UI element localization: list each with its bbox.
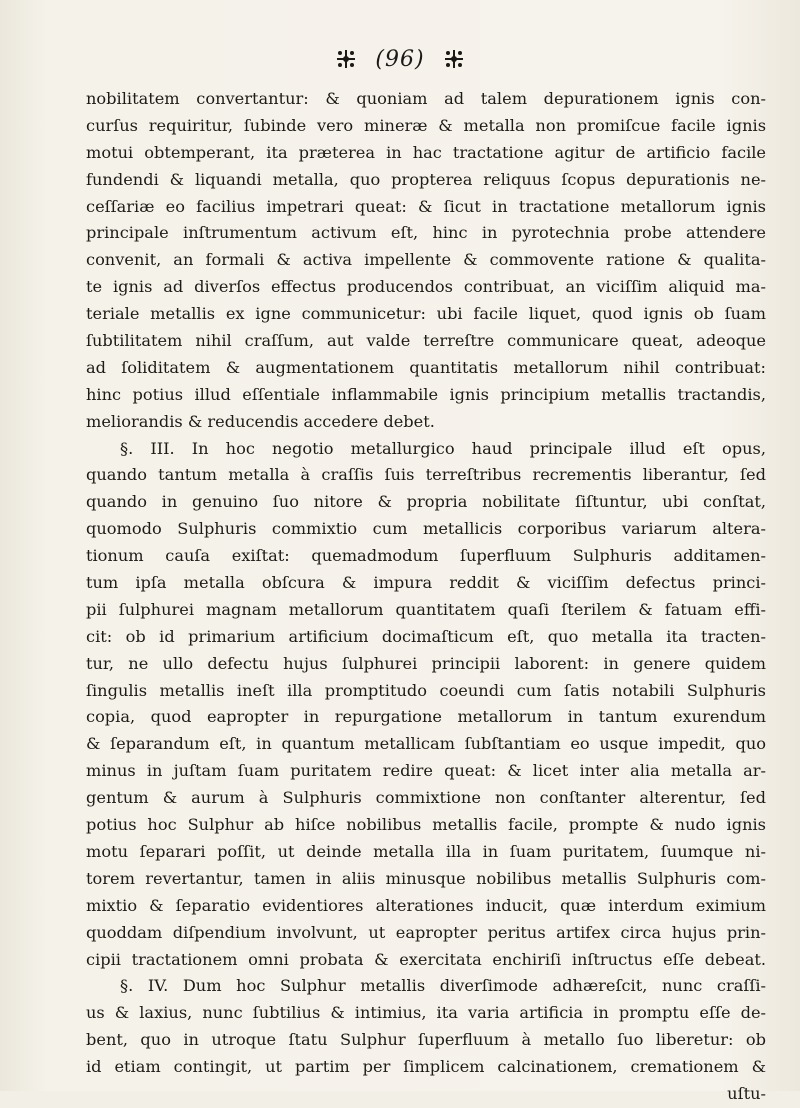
page-number: (96) [375,46,425,72]
text-line: pii ſulphurei magnam metallorum quantitatem quaſi ſterilem & fatuam effi- [86,599,766,619]
text-line: te ignis ad diverſos effectus producendos contribuat, an viciſſim aliquid ma- [86,277,766,297]
text-line: us & laxius, nunc ſubtilius & intimius, ita varia artificia in promptu eſſe de- [86,1003,766,1023]
fleuron-ornament-left-icon [336,49,356,69]
text-line: torem revertantur, tamen in aliis minusque nobilibus metallis Sulphuris com- [86,868,766,888]
text-line: convenit, an formali & activa impellente & commovente ratione & qualita- [86,250,766,270]
text-line: bent, quo in utroque ſtatu Sulphur ſuperfluum à metallo ſuo liberetur: ob [86,1030,766,1050]
text-line: quando tantum metalla à craſſis ſuis terreſtribus recrementis liberantur, ſed [86,465,766,485]
paragraph-end-line: meliorandis & reducendis accedere debet. [86,411,435,431]
text-line: teriale metallis ex igne communicetur: ubi facile liquet, quod ignis ob ſuam [86,304,766,324]
text-line: quoddam diſpendium involvunt, ut eapropter peritus artifex circa hujus prin- [86,922,766,942]
body-text [86,86,766,1108]
text-line: quando in genuino ſuo nitore & propria nobilitate ſiſtuntur, ubi conſtat, [86,492,766,512]
text-line: ſingulis metallis ineſt illa promptitudo coeundi cum ſatis notabili Sulphuris [86,680,766,700]
section-start-line: §. III. In hoc negotio metallurgico haud principale illud eſt opus, [120,438,766,458]
text-line: minus in juſtam ſuam puritatem redire queat: & licet inter alia metalla ar- [86,761,766,781]
text-line: hinc potius illud eſſentiale inflammabile ignis principium metallis tractandis, [86,384,766,404]
text-line: motui obtemperant, ita præterea in hac tractatione agitur de artificio facile [86,142,766,162]
text-line: curſus requiritur, ſubinde vero mineræ & metalla non promiſcue facile ignis [86,115,766,135]
text-line: quomodo Sulphuris commixtio cum metallicis corporibus variarum altera- [86,519,766,539]
text-line: & ſeparandum eſt, in quantum metallicam ſubſtantiam eo usque impedit, quo [86,734,766,754]
text-line: mixtio & ſeparatio evidentiores alterationes inducit, quæ interdum eximium [86,895,766,915]
text-line: tionum cauſa exiſtat: quemadmodum ſuperfluum Sulphuris additamen- [86,546,766,566]
fleuron-ornament-right-icon [444,49,464,69]
text-line: ad ſoliditatem & augmentationem quantitatis metallorum nihil contribuat: [86,357,766,377]
text-line: cit: ob id primarium artificium docimaſticum eſt, quo metalla ita tracten- [86,626,766,646]
text-line: cipii tractationem omni probata & exercitata enchiriſi inſtructus eſſe debeat. [86,949,766,969]
text-line: tur, ne ullo defectu hujus ſulphurei principii laborent: in genere quidem [86,653,766,673]
page-header [0,46,800,72]
text-line: fundendi & liquandi metalla, quo propterea reliquus ſcopus depurationis ne- [86,169,766,189]
section-start-line: §. IV. Dum hoc Sulphur metallis diverſimode adhæreſcit, nunc craſſi- [120,976,766,996]
text-line: ceſſariæ eo facilius impetrari queat: & ſicut in tractatione metallorum ignis [86,196,766,216]
text-line: motu ſeparari poſſit, ut deinde metalla illa in ſuam puritatem, ſuumque ni- [86,841,766,861]
text-line: principale inſtrumentum activum eſt, hinc in pyrotechnia probe attendere [86,223,766,243]
text-line: nobilitatem convertantur: & quoniam ad talem depurationem ignis con- [86,89,766,108]
catchword: uſtu- [727,1083,766,1103]
text-line: potius hoc Sulphur ab hiſce nobilibus metallis facile, prompte & nudo ignis [86,815,766,835]
text-line: gentum & aurum à Sulphuris commixtione non conſtanter alterentur, ſed [86,788,766,808]
text-line: tum ipſa metalla obſcura & impura reddit & viciſſim defectus princi- [86,573,766,593]
text-line: copia, quod eapropter in repurgatione metallorum in tantum exurendum [86,707,766,727]
text-line: id etiam contingit, ut partim per ſimplicem calcinationem, cremationem & [86,1057,766,1077]
text-line: ſubtilitatem nihil craſſum, aut valde terreſtre communicare queat, adeoque [86,331,766,351]
